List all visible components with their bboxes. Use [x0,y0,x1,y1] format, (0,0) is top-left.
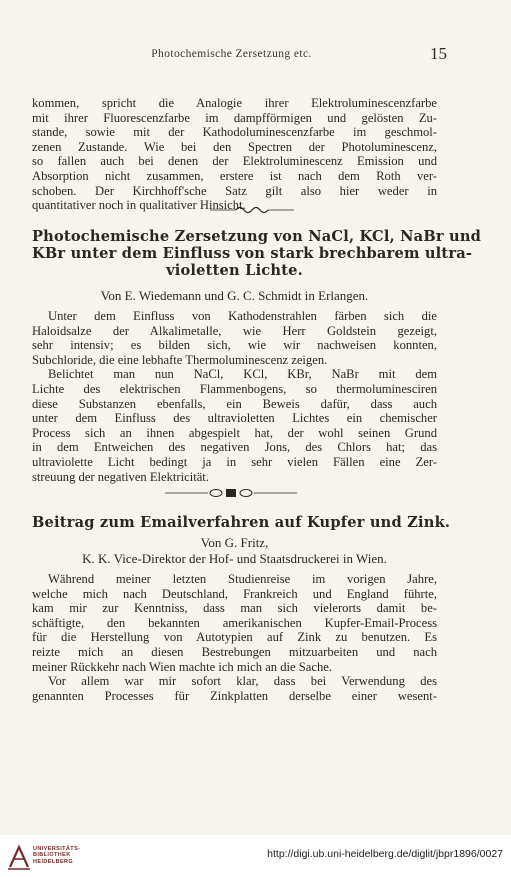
text-line: kommen, spricht die Analogie ihrer Elektroluminescenzfarbe [32,96,437,110]
text-line: schoben. Der Kirchhoff'sche Satz gilt also hier weder in [32,183,437,198]
text-line: reizte mich an diesen Bestrebungen mitzuarbeiten und nach [32,644,437,659]
text-line: Unter dem Einfluss von Kathodenstrahlen färben sich die [48,309,437,323]
text-line: sehr intensiv; es bilden sich, wie wir nachweisen konnten, [32,338,437,353]
text-line: welche mich nach Deutschland, Frankreich und England führte, [32,586,437,601]
text-line: Während meiner letzten Studienreise im vorigen Jahre, [48,572,437,586]
text-line: diese Substanzen ebenfalls, ein Beweis dafür, dass auch [32,396,437,411]
article-body [32,572,437,703]
author-affiliation: K. K. Vice-Direktor der Hof- und Staatsdruckerei in Wien. [82,551,387,566]
text-line: Vor allem war mir sofort klar, dass bei Verwendung des [48,674,437,689]
divider-ornament [0,203,511,217]
title-line: Photochemische Zersetzung von NaCl, KCl, NaBr und [32,228,482,245]
text-line: Lichte des elektrischen Flammenbogens, so thermoluminesciren [32,381,437,396]
paragraph-continued [32,96,437,213]
article-body [32,309,437,484]
author-byline: Von E. Wiedemann und G. C. Schmidt in Erlangen. [100,288,369,303]
text-line: Process sich an ihnen abgespielt hat, der wohl seinen Grund [32,425,437,440]
running-header [30,44,447,64]
title-line: violetten Lichte. [166,262,303,279]
text-line: genannten Processes für Zinkplatten derselbe einer wesent- [32,688,437,703]
text-line: quantitativer noch in qualitativer Hinsicht. [32,198,246,213]
article-title [32,514,451,531]
text-line: mit ihrer Fluorescenzfarbe im dampfförmigen und gelösten Zu- [32,110,437,125]
text-line: unter dem Einfluss des ultravioletten Lichtes ein chemischer [32,411,437,426]
library-logo-text: UNIVERSITÄTS- BIBLIOTHEK HEIDELBERG [33,846,81,865]
text-line: ultraviolette Licht bedingt ja in sehr vielen Fällen eine Zer- [32,454,437,469]
author-byline [32,535,437,551]
text-line: streuung der negativen Elektricität. [32,469,209,484]
text-line: Absorption nicht zusammen, erstere ist nach dem Roth ver- [32,168,437,183]
source-url-link[interactable]: http://digi.ub.uni-heidelberg.de/diglit/jbpr1896/0027 [267,848,503,860]
page-number: 15 [430,44,447,63]
text-line: stande, sowie mit der Kathodoluminescenzfarbe im geschmol- [32,125,437,140]
author-name: Von G. Fritz, [200,535,269,550]
text-line: kam mir zur Kenntniss, dass man sich vielerorts damit be- [32,601,437,616]
running-title: Photochemische Zersetzung etc. [151,48,312,60]
text-line: für die Herstellung von Autotypien auf Zink zu benutzen. Es [32,630,437,645]
title-line: KBr unter dem Einfluss von stark brechbarem ultra- [32,245,473,262]
digitization-footer [0,835,511,877]
title-line: Beitrag zum Emailverfahren auf Kupfer und Zink. [32,514,451,531]
divider-ornament [0,486,511,500]
text-line: zenen Zustande. Wie bei den Spectren der Photoluminescenz, [32,139,437,154]
text-line: Subchloride, die eine lebhafte Thermoluminescenz zeigen. [32,352,328,367]
text-line: in dem Entweichen des negativen Jons, des Chlors hat; das [32,440,437,455]
text-line: Belichtet man nun NaCl, KCl, KBr, NaBr mit dem [48,367,437,382]
text-line: Haloidsalze der Alkalimetalle, wie Herr Goldstein gezeigt, [32,323,437,338]
text-line: meiner Rückkehr nach Wien machte ich mich an die Sache. [32,659,332,674]
text-line: schäftigte, den bekannten amerikanischen Kupfer-Email-Process [32,615,437,630]
text-line: so fallen auch bei denen der Elektroluminescenz Emission und [32,154,437,169]
article-title [32,228,482,279]
library-logo-icon [6,843,32,871]
